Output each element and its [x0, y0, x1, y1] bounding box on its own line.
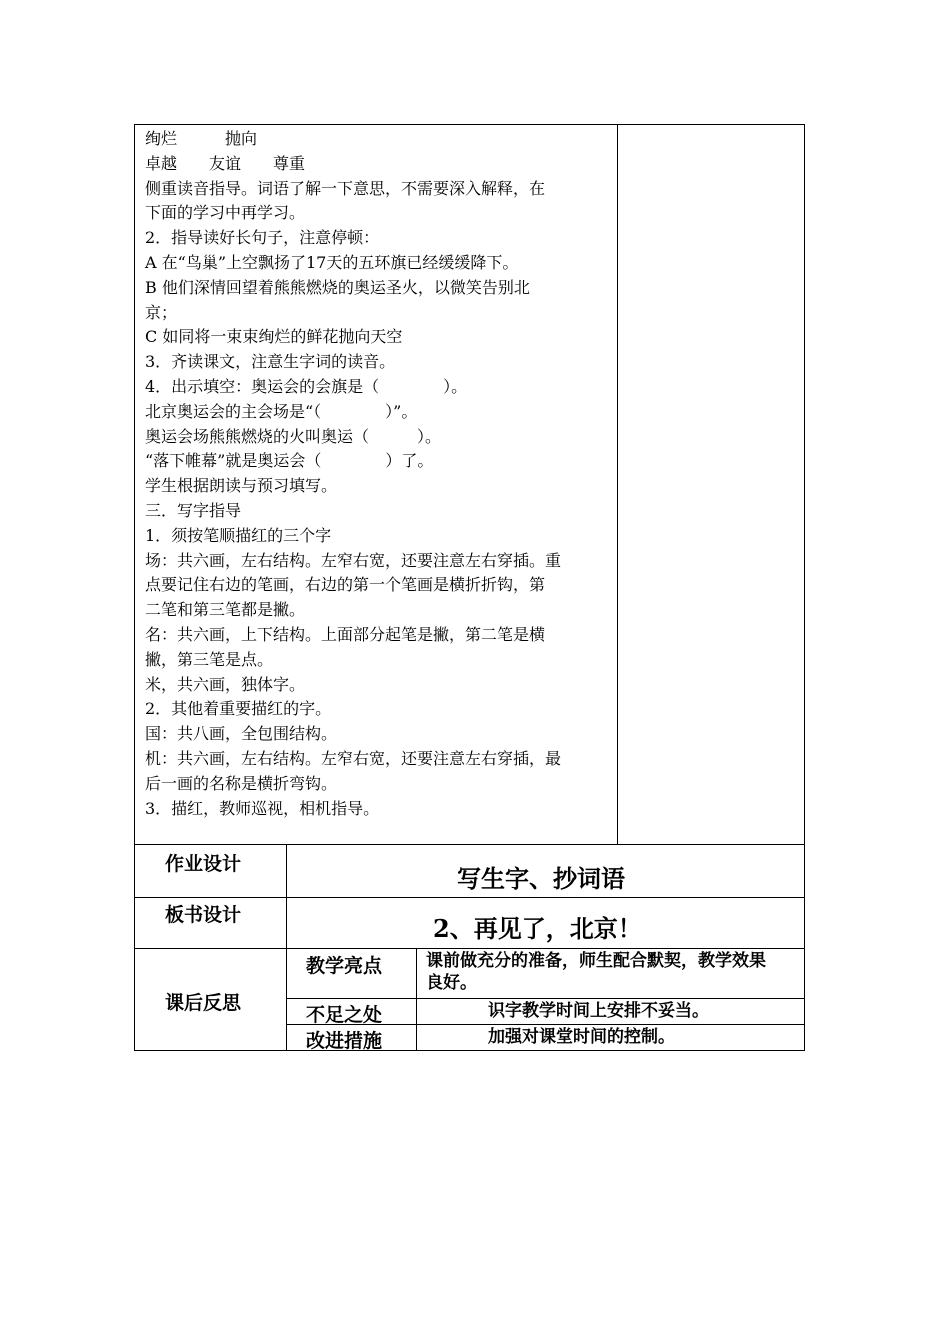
lesson-line: “落下帷幕”就是奥运会（ ）了。	[145, 451, 434, 471]
board-label: 板书设计	[165, 904, 242, 926]
col-line	[286, 845, 287, 1051]
lesson-line: C 如同将一束束绚烂的鲜花抛向天空	[145, 327, 403, 347]
lesson-line: 名：共六画，上下结构。上面部分起笔是撇，第二笔是横	[145, 624, 546, 644]
row-line	[134, 897, 805, 898]
lesson-line: 侧重读音指导。词语了解一下意思，不需要深入解释，在	[145, 178, 546, 198]
improvements-label: 改进措施	[306, 1030, 383, 1052]
notes-cell	[618, 125, 804, 844]
col-line	[134, 845, 135, 1051]
reflection-label: 课后反思	[165, 992, 242, 1014]
lesson-line: 3．齐读课文，注意生字词的读音。	[145, 352, 396, 372]
lesson-line: B 他们深情回望着熊熊燃烧的奥运圣火，以微笑告别北	[145, 277, 530, 297]
board-value: 2、再见了，北京！	[433, 914, 642, 943]
lesson-line: 撇，第三笔是点。	[145, 649, 274, 669]
highlights-label: 教学亮点	[306, 955, 383, 977]
lesson-line: 后一画的名称是横折弯钩。	[145, 773, 338, 793]
lesson-line: 北京奥运会的主会场是“（ ）”。	[145, 401, 418, 421]
lesson-line: 绚烂 抛向	[145, 129, 258, 148]
lesson-line: 3．描红，教师巡视，相机指导。	[145, 798, 380, 818]
lesson-line: 二笔和第三笔都是撇。	[145, 600, 306, 620]
lesson-line: 米，共六画，独体字。	[145, 674, 306, 694]
homework-value: 写生字、抄词语	[457, 864, 625, 893]
lesson-line: 学生根据朗读与预习填写。	[145, 476, 338, 496]
improvements-value: 加强对课堂时间的控制。	[488, 1027, 675, 1047]
lesson-line: 下面的学习中再学习。	[145, 203, 306, 223]
col-line	[804, 845, 805, 1051]
lesson-line: 奥运会场熊熊燃烧的火叫奥运（ ）。	[145, 426, 442, 446]
row-line	[134, 1050, 805, 1051]
shortcomings-value: 识字教学时间上安排不妥当。	[488, 1001, 709, 1021]
summary-table	[134, 845, 805, 1051]
highlights-value-line1: 课前做充分的准备，师生配合默契，教学效果	[426, 951, 766, 971]
lesson-line: 国：共八画，全包围结构。	[145, 724, 338, 744]
homework-label: 作业设计	[165, 853, 242, 875]
lesson-line: 2．指导读好长句子，注意停顿：	[145, 228, 380, 248]
lesson-line: A 在“鸟巢”上空飘扬了17天的五环旗已经缓缓降下。	[145, 252, 519, 272]
col-line	[416, 948, 417, 1051]
lesson-line: 点要记住右边的笔画，右边的第一个笔画是横折折钩，第	[145, 575, 546, 595]
lesson-line: 三．写字指导	[145, 500, 242, 520]
lesson-line: 2．其他着重要描红的字。	[145, 699, 332, 719]
lesson-line: 卓越 友谊 尊重	[145, 153, 306, 173]
shortcomings-label: 不足之处	[306, 1004, 383, 1026]
highlights-value-line2: 良好。	[426, 973, 477, 993]
lesson-text	[145, 127, 611, 821]
lesson-line: 机：共六画，左右结构。左窄右宽，还要注意左右穿插，最	[145, 748, 562, 768]
lesson-line: 场：共六画，左右结构。左窄右宽，还要注意左右穿插。重	[145, 550, 562, 570]
row-line	[134, 948, 805, 949]
lesson-line: 4．出示填空：奥运会的会旗是（ ）。	[145, 376, 468, 396]
row-line	[286, 998, 805, 999]
lesson-line: 京；	[145, 302, 178, 322]
lesson-line: 1．须按笔顺描红的三个字	[145, 525, 332, 545]
lesson-table	[134, 124, 805, 845]
